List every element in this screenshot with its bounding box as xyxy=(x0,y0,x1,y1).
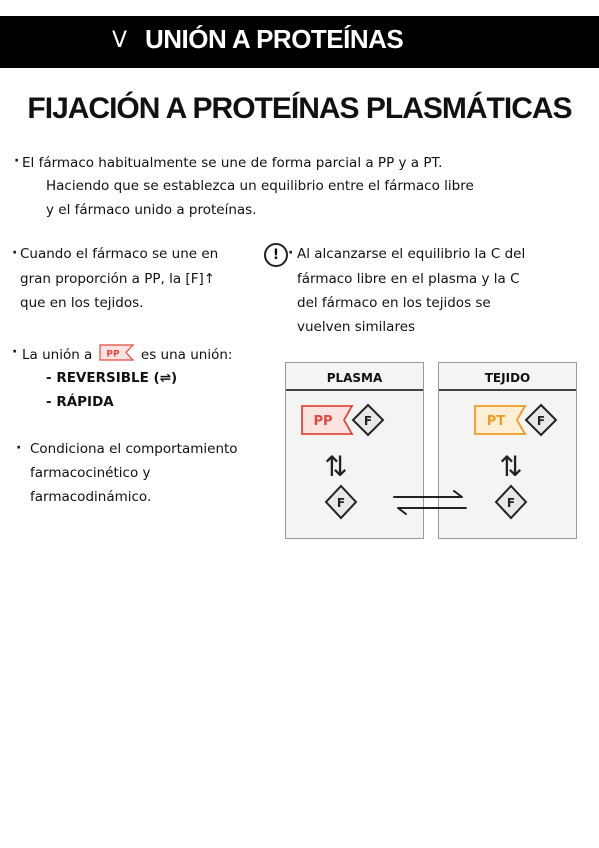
intro-line-3: y el fármaco unido a proteínas. xyxy=(46,202,257,218)
intro-line-2: Haciendo que se establezca un equilibrio entre el fármaco libre xyxy=(46,178,474,194)
pp-inline-tag xyxy=(99,344,135,361)
conditions-line-2: farmacocinético y xyxy=(30,465,151,481)
free-drug-diamond xyxy=(326,486,356,518)
equilibrium-arrow-icon: ⇅ xyxy=(324,450,348,483)
bullet-dot: · xyxy=(14,153,20,169)
pt-label: PT xyxy=(486,414,506,429)
page-title: FIJACIÓN A PROTEÍNAS PLASMÁTICAS xyxy=(27,92,572,125)
free-drug-label: F xyxy=(506,496,516,510)
tissue-header: TEJIDO xyxy=(439,363,576,391)
equilibrium-arrow-icon: ⇅ xyxy=(499,450,523,483)
horizontal-equilibrium-icon xyxy=(390,488,470,518)
warning-line-4: vuelven similares xyxy=(297,319,416,335)
binding-line xyxy=(22,342,232,366)
section-number: V xyxy=(112,28,128,53)
binding-suffix: es una unión: xyxy=(140,347,233,363)
bound-drug-label: F xyxy=(363,414,373,428)
high-binding-line-1: Cuando el fármaco se une en xyxy=(20,246,219,262)
binding-prefix: La unión a xyxy=(22,347,93,363)
warning-line-3: del fármaco en los tejidos se xyxy=(297,295,491,311)
conditions-line-3: farmacodinámico. xyxy=(30,489,152,505)
warning-line-2: fármaco libre en el plasma y la C xyxy=(297,271,520,287)
plasma-header: PLASMA xyxy=(286,363,423,391)
free-drug-label: F xyxy=(336,496,346,510)
high-binding-line-2: gran proporción a PP, la [F]↑ xyxy=(20,271,216,287)
exclamation-icon: ! xyxy=(264,243,288,267)
pp-label: PP xyxy=(313,414,333,429)
intro-line-1: El fármaco habitualmente se une de forma parcial a PP y a PT. xyxy=(22,155,443,171)
pp-inline-label: PP xyxy=(106,349,120,360)
bound-drug-diamond xyxy=(526,405,556,435)
bullet-dot: · xyxy=(12,245,18,261)
pt-protein-tag xyxy=(475,406,525,434)
warning-line-1: Al alcanzarse el equilibrio la C del xyxy=(297,246,526,262)
section-title: UNIÓN A PROTEÍNAS xyxy=(145,24,404,54)
high-binding-line-3: que en los tejidos. xyxy=(20,295,144,311)
binding-item-reversible: - REVERSIBLE (⇌) xyxy=(46,370,178,386)
free-drug-diamond xyxy=(496,486,526,518)
bullet-dot: · xyxy=(12,344,18,360)
bound-drug-label: F xyxy=(536,414,546,428)
binding-item-fast: - RÁPIDA xyxy=(46,394,114,410)
bullet-dot: · xyxy=(288,245,294,261)
conditions-line-1: Condiciona el comportamiento xyxy=(30,441,238,457)
pp-protein-tag xyxy=(302,406,352,434)
bullet-dot: · xyxy=(16,440,22,456)
bound-drug-diamond xyxy=(353,405,383,435)
